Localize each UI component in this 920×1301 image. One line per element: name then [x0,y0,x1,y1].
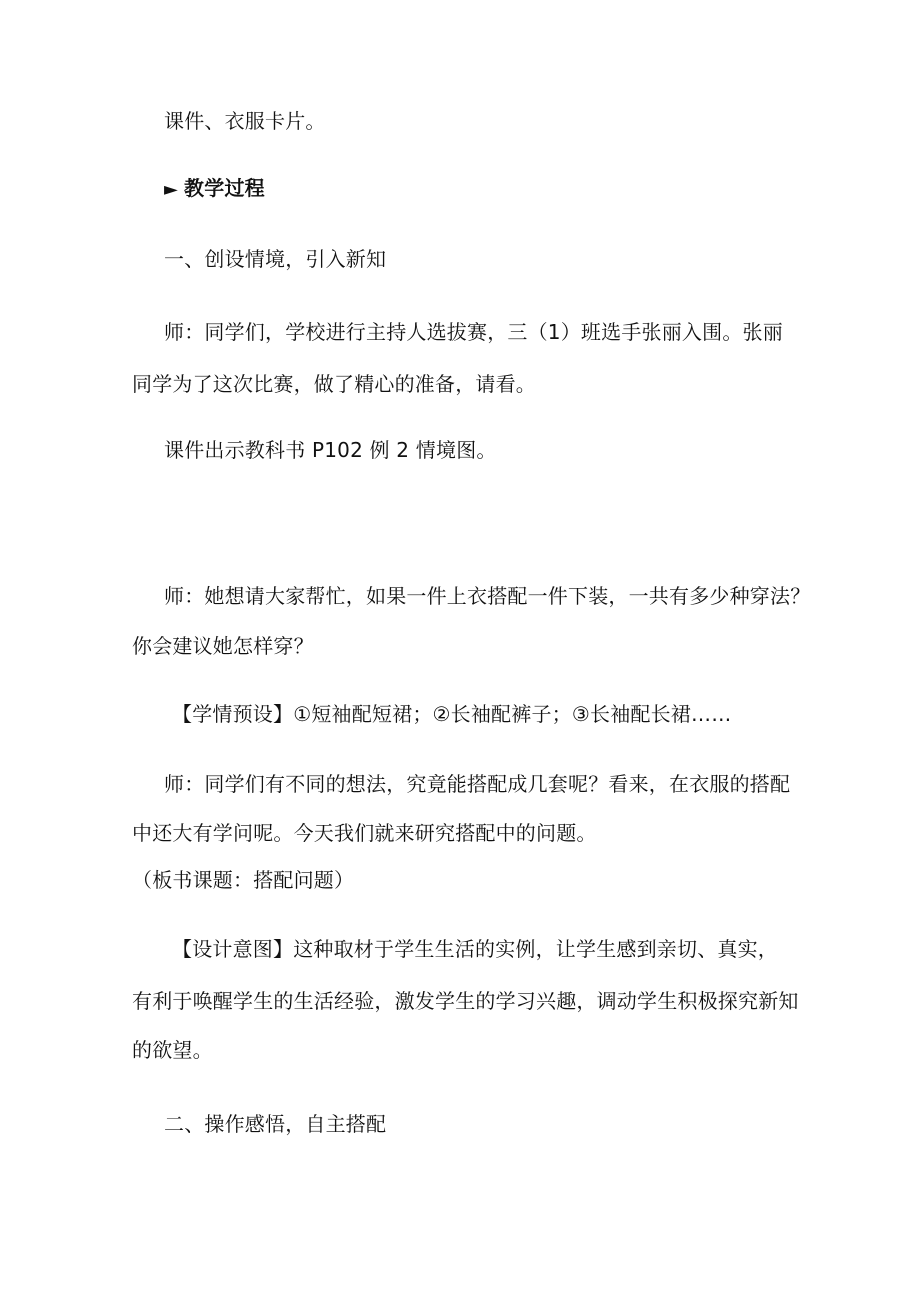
paragraph-3-line-1: 师：她想请大家帮忙，如果一件上衣搭配一件下装，一共有多少种穿法？ [164,584,811,608]
part1-heading: 一、创设情境，引入新知 [164,247,387,271]
materials-text: 课件、衣服卡片。 [164,109,326,133]
paragraph-1-line-2: 同学为了这次比赛，做了精心的准备，请看。 [132,372,536,396]
triangle-bullet-icon: ► [164,179,179,200]
board-note: （板书课题：搭配问题） [132,868,355,892]
paragraph-4-line-1: 师：同学们有不同的想法，究竟能搭配成几套呢？看来，在衣服的搭配 [164,772,791,796]
design-intent-line-2: 有利于唤醒学生的生活经验，激发学生的学习兴趣，调动学生积极探究新知 [132,989,799,1013]
student-preset: 【学情预设】①短袖配短裙；②长袖配裤子；③长袖配长裙…… [172,702,732,726]
design-intent-line-1: 【设计意图】这种取材于学生生活的实例，让学生感到亲切、真实， [172,937,778,961]
part2-heading: 二、操作感悟，自主搭配 [164,1112,387,1136]
paragraph-1-line-1: 师：同学们，学校进行主持人选拔赛，三（1）班选手张丽入围。张丽 [164,320,783,344]
section-heading [164,174,265,204]
section-heading-title: 教学过程 [184,176,265,200]
paragraph-3-line-2: 你会建议她怎样穿？ [132,634,314,658]
paragraph-4-line-2: 中还大有学问呢。今天我们就来研究搭配中的问题。 [132,821,597,845]
design-intent-line-3: 的欲望。 [132,1038,213,1062]
paragraph-2: 课件出示教科书 P102 例 2 情境图。 [164,438,497,462]
